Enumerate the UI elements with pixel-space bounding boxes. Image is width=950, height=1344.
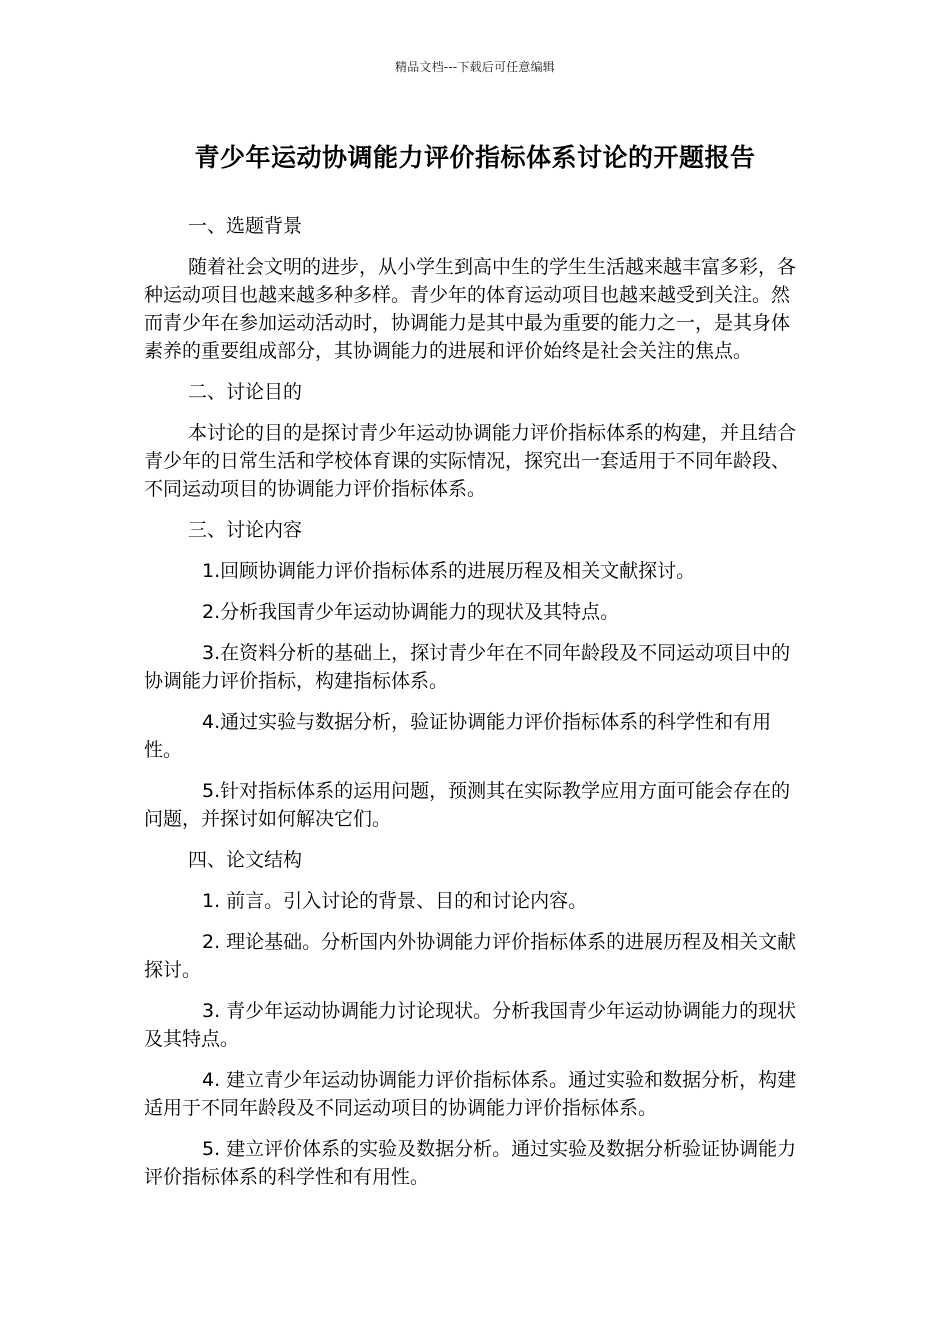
paragraph-background: 随着社会文明的进步，从小学生到高中生的学生生活越来越丰富多彩，各种运动项目也越来越多种多样。青少年的体育运动项目也越来越受到关注。然而青少年在参加运动活动时，协调能力是其中最为重要的能力之一，是其身体素养的重要组成部分，其协调能力的进展和评价始终是社会关注的焦点。 [144,256,797,362]
section-heading-purpose: 二、讨论目的 [188,381,303,403]
section-heading-background: 一、选题背景 [188,215,303,237]
list-item: 4. 建立青少年运动协调能力评价指标体系。通过实验和数据分析，构建适用于不同年龄段及不同运动项目的协调能力评价指标体系。 [144,1069,797,1119]
list-item: 2.分析我国青少年运动协调能力的现状及其特点。 [202,601,620,623]
list-item: 1.回顾协调能力评价指标体系的进展历程及相关文献探讨。 [202,560,696,582]
paragraph-purpose: 本讨论的目的是探讨青少年运动协调能力评价指标体系的构建，并且结合青少年的日常生活和学校体育课的实际情况，探究出一套适用于不同年龄段、不同运动项目的协调能力评价指标体系。 [144,422,797,500]
document-body [144,212,808,1204]
list-item: 3. 青少年运动协调能力讨论现状。分析我国青少年运动协调能力的现状及其特点。 [144,1000,797,1050]
document-title: 青少年运动协调能力评价指标体系讨论的开题报告 [194,143,756,172]
section-heading-content: 三、讨论内容 [188,519,303,541]
list-item: 1. 前言。引入讨论的背景、目的和讨论内容。 [202,890,588,912]
list-item: 5. 建立评价体系的实验及数据分析。通过实验及数据分析验证协调能力评价指标体系的科学性和有用性。 [144,1138,797,1188]
list-item: 5.针对指标体系的运用问题，预测其在实际教学应用方面可能会存在的问题，并探讨如何解决它们。 [144,780,791,830]
list-item: 4.通过实验与数据分析，验证协调能力评价指标体系的科学性和有用性。 [144,711,772,761]
list-item: 2. 理论基础。分析国内外协调能力评价指标体系的进展历程及相关文献探讨。 [144,931,797,981]
section-heading-structure: 四、论文结构 [188,849,303,871]
header-note: 精品文档---下载后可任意编辑 [395,60,555,74]
list-item: 3.在资料分析的基础上，探讨青少年在不同年龄段及不同运动项目中的协调能力评价指标，构建指标体系。 [144,642,791,692]
